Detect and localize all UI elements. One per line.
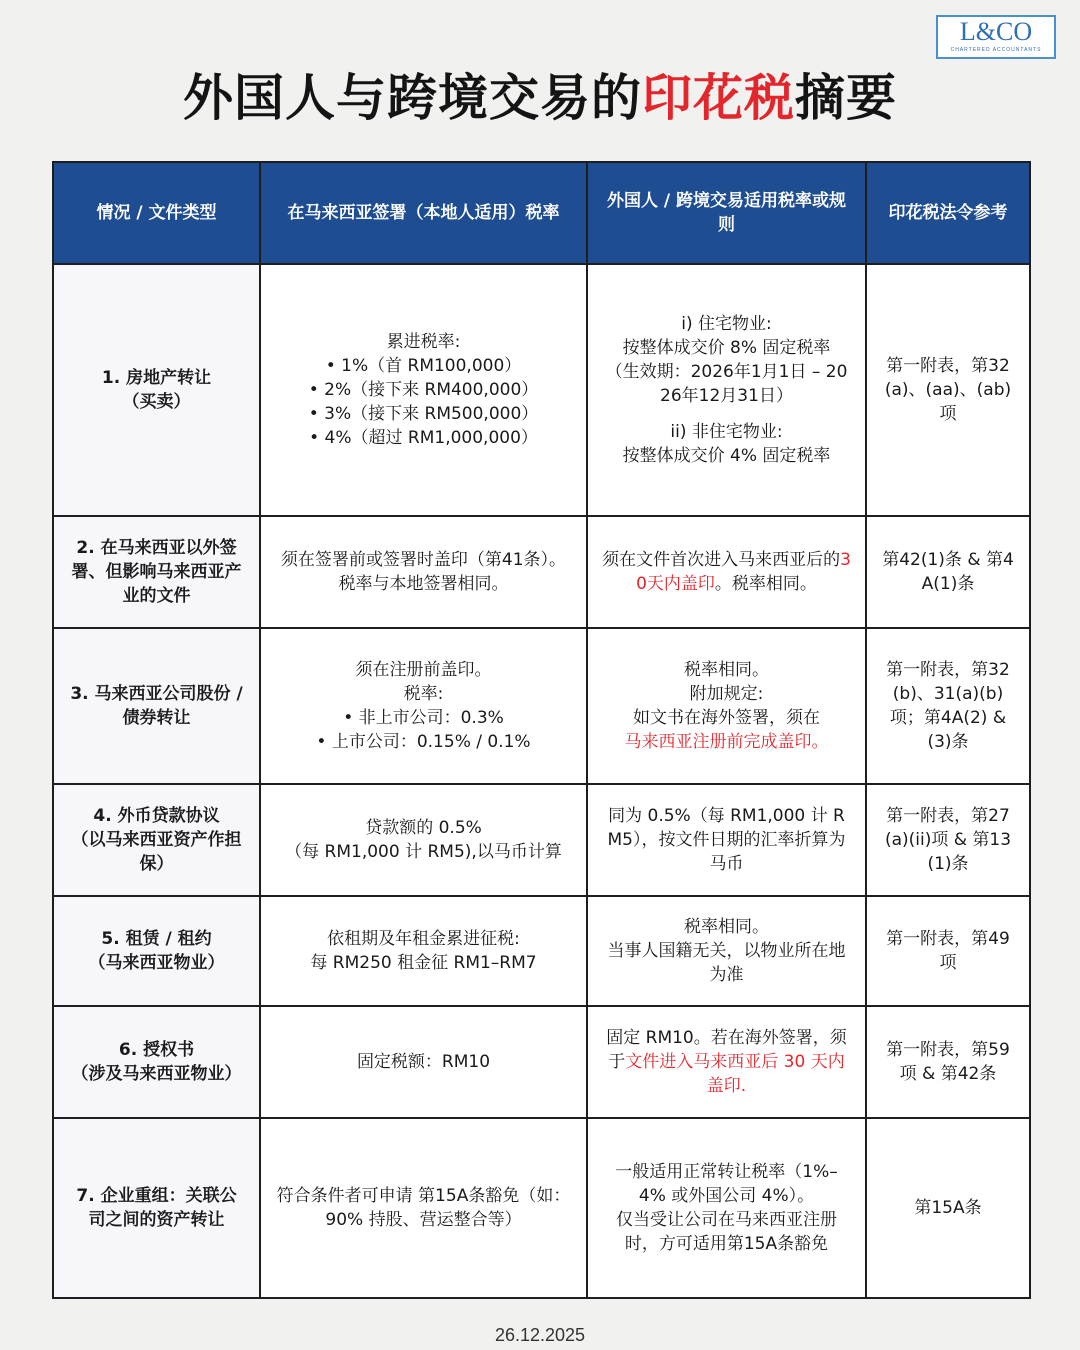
situation-cell: 2. 在马来西亚以外签署、但影响马来西亚产业的文件 bbox=[53, 516, 260, 628]
situation-cell: 6. 授权书 （涉及马来西亚物业） bbox=[53, 1006, 260, 1118]
foreign-rule-cell: 税率相同。 当事人国籍无关，以物业所在地为准 bbox=[587, 896, 866, 1006]
local-rate-cell: 符合条件者可申请 第15A条豁免（如：90% 持股、营运整合等） bbox=[260, 1118, 587, 1298]
table-row bbox=[53, 516, 1030, 628]
company-logo bbox=[936, 15, 1056, 59]
header-local-rate: 在马来西亚签署（本地人适用）税率 bbox=[260, 162, 587, 264]
reference-cell: 第一附表，第32(b)、31(a)(b)项；第4A(2) & (3)条 bbox=[866, 628, 1030, 784]
local-rate-cell: 须在注册前盖印。 税率: • 非上市公司：0.3% • 上市公司：0.15% / 0.1% bbox=[260, 628, 587, 784]
table-row bbox=[53, 784, 1030, 896]
table-row bbox=[53, 1006, 1030, 1118]
situation-cell: 3. 马来西亚公司股份 / 债券转让 bbox=[53, 628, 260, 784]
reference-cell: 第15A条 bbox=[866, 1118, 1030, 1298]
header-reference: 印花税法令参考 bbox=[866, 162, 1030, 264]
local-rate-cell: 贷款额的 0.5% （每 RM1,000 计 RM5),以马币计算 bbox=[260, 784, 587, 896]
local-rate-cell: 依租期及年租金累进征税: 每 RM250 租金征 RM1–RM7 bbox=[260, 896, 587, 1006]
situation-cell: 1. 房地产转让 （买卖） bbox=[53, 264, 260, 516]
highlight-text: 马来西亚注册前完成盖印。 bbox=[624, 732, 829, 752]
foreign-rule-cell: i) 住宅物业: 按整体成交价 8% 固定税率 （生效期：2026年1月1日 – 2026年12月31日） ii) 非住宅物业: 按整体成交价 4% 固定税率 bbox=[587, 264, 866, 516]
foreign-rule-cell: 一般适用正常转让税率（1%–4% 或外国公司 4%）。 仅当受让公司在马来西亚注册时，方可适用第15A条豁免 bbox=[587, 1118, 866, 1298]
page-title bbox=[0, 66, 1080, 130]
reference-cell: 第一附表，第27(a)(ii)项 & 第13(1)条 bbox=[866, 784, 1030, 896]
header-foreign-rule: 外国人 / 跨境交易适用税率或规则 bbox=[587, 162, 866, 264]
highlight-text: 文件进入马来西亚后 30 天内盖印. bbox=[625, 1052, 845, 1096]
local-rate-cell: 固定税额：RM10 bbox=[260, 1006, 587, 1118]
local-rate-cell: 须在签署前或签署时盖印（第41条）。税率与本地签署相同。 bbox=[260, 516, 587, 628]
local-rate-cell: 累进税率: • 1%（首 RM100,000） • 2%（接下来 RM400,000） • 3%（接下来 RM500,000） • 4%（超过 RM1,000,000） bbox=[260, 264, 587, 516]
reference-cell: 第42(1)条 & 第4A(1)条 bbox=[866, 516, 1030, 628]
reference-cell: 第一附表，第49项 bbox=[866, 896, 1030, 1006]
situation-cell: 7. 企业重组：关联公司之间的资产转让 bbox=[53, 1118, 260, 1298]
logo-mark: L&CO bbox=[959, 17, 1033, 46]
highlight-text: 30天内盖印 bbox=[636, 550, 851, 594]
situation-cell: 4. 外币贷款协议 （以马来西亚资产作担保） bbox=[53, 784, 260, 896]
table-row bbox=[53, 264, 1030, 516]
situation-cell: 5. 租赁 / 租约 （马来西亚物业） bbox=[53, 896, 260, 1006]
reference-cell: 第一附表，第59项 & 第42条 bbox=[866, 1006, 1030, 1118]
table-row bbox=[53, 1118, 1030, 1298]
table-row bbox=[53, 628, 1030, 784]
table-row bbox=[53, 896, 1030, 1006]
title-part2: 摘要 bbox=[795, 69, 897, 127]
header-situation: 情况 / 文件类型 bbox=[53, 162, 260, 264]
reference-cell: 第一附表，第32(a)、(aa)、(ab)项 bbox=[866, 264, 1030, 516]
foreign-rule-cell: 税率相同。 附加规定: 如文书在海外签署，须在 马来西亚注册前完成盖印。 bbox=[587, 628, 866, 784]
title-part1: 外国人与跨境交易的 bbox=[183, 69, 642, 127]
foreign-rule-cell: 同为 0.5%（每 RM1,000 计 RM5），按文件日期的汇率折算为马币 bbox=[587, 784, 866, 896]
foreign-rule-cell: 须在文件首次进入马来西亚后的30天内盖印。税率相同。 bbox=[587, 516, 866, 628]
publish-date: 26.12.2025 bbox=[494, 1325, 586, 1345]
title-highlight: 印花税 bbox=[642, 69, 795, 127]
logo-subtitle: CHARTERED ACCOUNTANTS bbox=[950, 47, 1042, 53]
foreign-rule-cell: 固定 RM10。若在海外签署，须于文件进入马来西亚后 30 天内盖印. bbox=[587, 1006, 866, 1118]
table-header-row bbox=[53, 162, 1030, 264]
stamp-duty-table bbox=[52, 161, 1031, 1299]
